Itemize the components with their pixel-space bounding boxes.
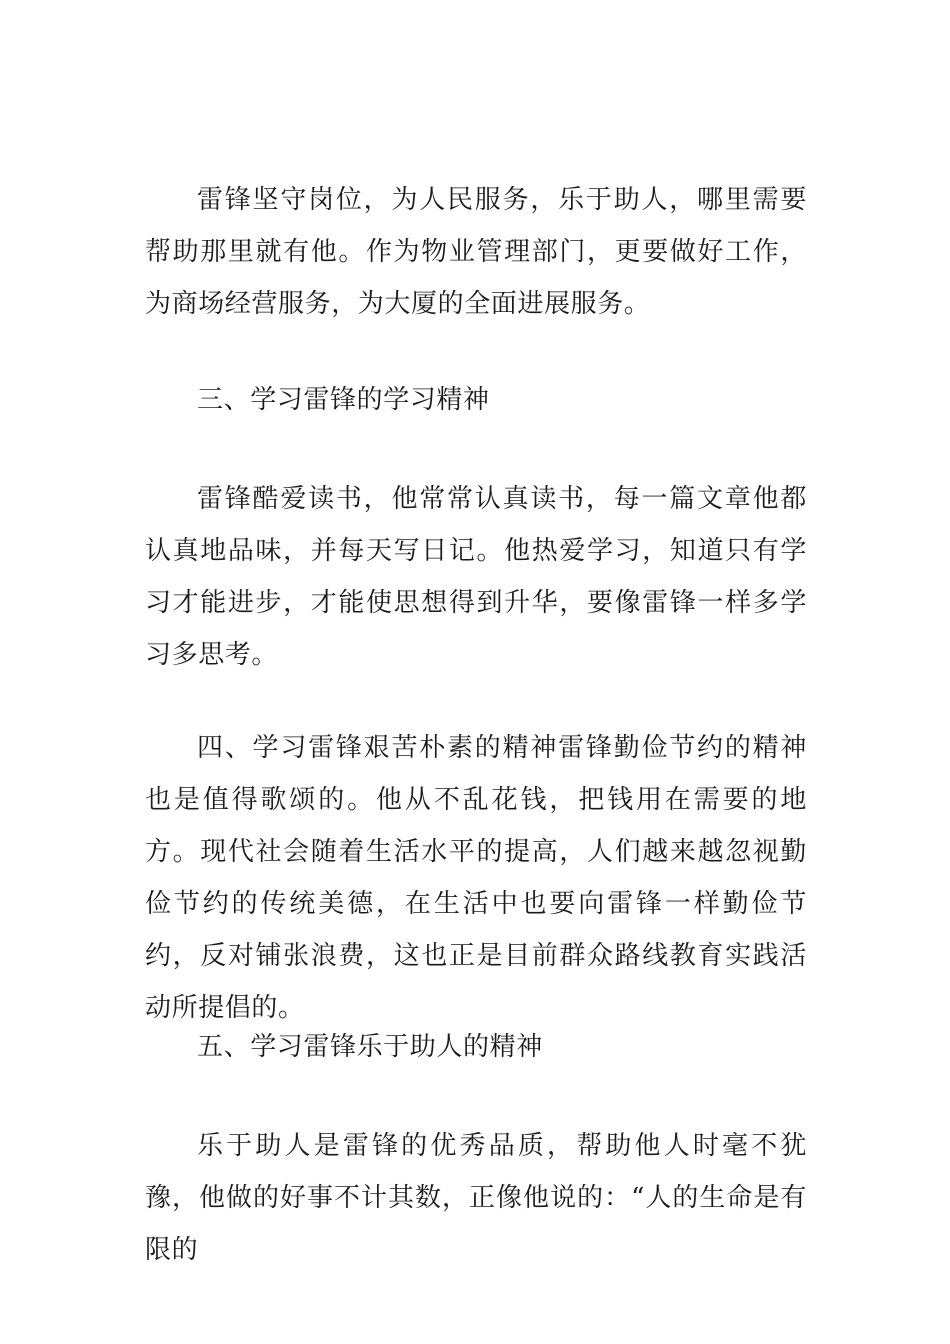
paragraph-study: 雷锋酷爱读书，他常常认真读书，每一篇文章他都认真地品味，并每天写日记。他热爱学习，知道只有学习才能进步，才能使思想得到升华，要像雷锋一样多学习多思考。 <box>145 484 807 670</box>
paragraph-helping: 乐于助人是雷锋的优秀品质，帮助他人时毫不犹豫，他做的好事不计其数，正像他说的：“人的生命是有限的 <box>145 1131 807 1265</box>
paragraph-service: 雷锋坚守岗位，为人民服务，乐于助人，哪里需要帮助那里就有他。作为物业管理部门，更要做好工作，为商场经营服务，为大厦的全面进展服务。 <box>145 185 807 319</box>
heading-section-5: 五、学习雷锋乐于助人的精神 <box>197 1032 543 1062</box>
heading-section-3: 三、学习雷锋的学习精神 <box>197 385 490 415</box>
paragraph-section-4: 四、学习雷锋艰苦朴素的精神雷锋勤俭节约的精神也是值得歌颂的。他从不乱花钱，把钱用在需要的地方。现代社会随着生活水平的提高，人们越来越忽视勤俭节约的传统美德，在生活中也要向雷锋一样勤俭节约，反对铺张浪费，这也正是目前群众路线教育实践活动所提倡的。 <box>145 733 807 1023</box>
